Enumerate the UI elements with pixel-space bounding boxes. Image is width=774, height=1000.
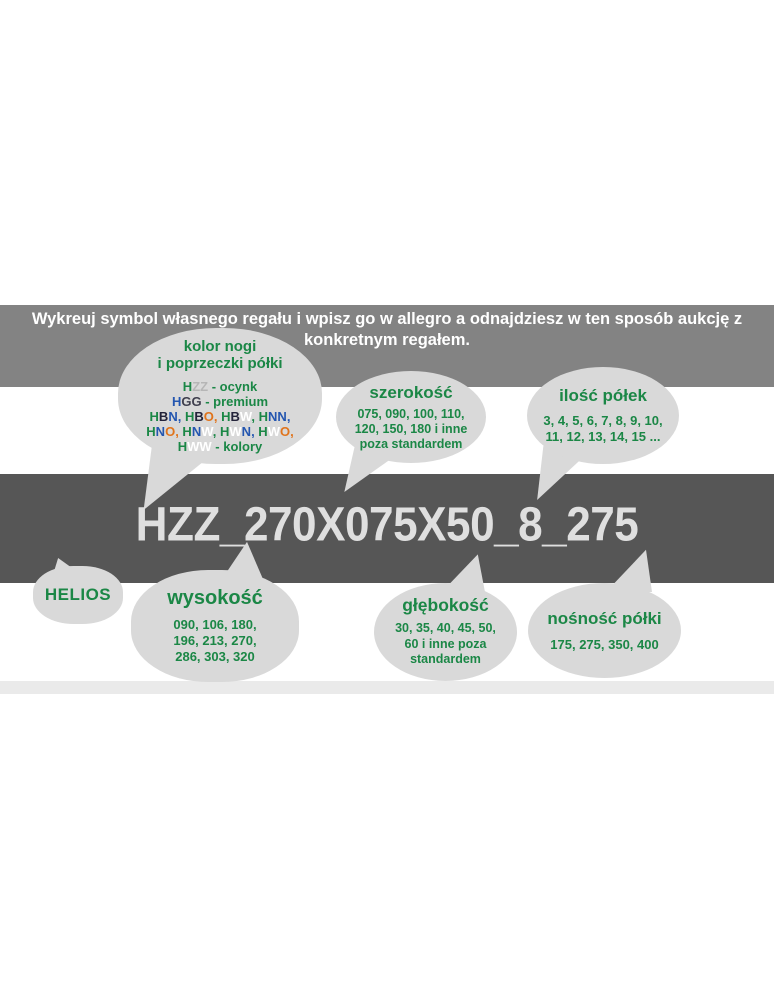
code-letter-segment: N: [168, 409, 178, 424]
code-letter-segment: B: [158, 409, 169, 424]
color-code-line: [172, 394, 268, 409]
code-letter-segment: ZZ: [192, 379, 209, 394]
ilosc-values-line: 3, 4, 5, 6, 7, 8, 9, 10,: [543, 413, 663, 428]
code-letter-segment: NN: [268, 409, 287, 424]
glebokosc-values-line: standardem: [410, 652, 481, 667]
code-letter-segment: H: [171, 394, 182, 409]
helios-brand-label: HELIOS: [44, 585, 112, 604]
code-letter-segment: H: [258, 424, 268, 439]
bubble-ilosc-polek: [527, 367, 679, 464]
code-letter-segment: W: [239, 409, 252, 424]
bubble-helios-brand: [33, 566, 123, 624]
code-letter-segment: - ocynk: [208, 379, 258, 394]
szerokosc-values-line: poza standardem: [359, 436, 463, 451]
bubble-glebokosc-title: głębokość: [402, 595, 489, 616]
color-code-line: [183, 379, 257, 394]
code-letter-segment: ,: [251, 409, 259, 424]
bubble-kolor-title-line1: kolor nogi: [183, 338, 257, 355]
code-letter-segment: ,: [251, 424, 259, 439]
code-letter-segment: H: [184, 409, 195, 424]
bubble-glebokosc: [374, 583, 517, 681]
code-letter-segment: B: [230, 409, 240, 424]
code-letter-segment: H: [149, 409, 159, 424]
glebokosc-values-line: 60 i inne poza: [404, 636, 487, 651]
code-letter-segment: ,: [286, 409, 291, 424]
nosnosc-values-line: 175, 275, 350, 400: [550, 637, 659, 652]
code-letter-segment: N: [155, 424, 166, 439]
code-letter-segment: H: [258, 409, 269, 424]
bubble-kolor-title-line2: i poprzeczki półki: [157, 355, 283, 372]
code-letter-segment: N: [191, 424, 202, 439]
bubble-szerokosc-title: szerokość: [369, 382, 453, 402]
code-letter-segment: H: [146, 424, 156, 439]
wysokosc-values-line: 196, 213, 270,: [173, 633, 257, 648]
code-letter-segment: ,: [212, 424, 220, 439]
szerokosc-values-line: 075, 090, 100, 110,: [357, 406, 465, 421]
wysokosc-values-line: 090, 106, 180,: [173, 617, 257, 632]
product-code-text: HZZ_270X075X50_8_275: [135, 496, 639, 552]
headline-text: Wykreuj symbol własnego regału i wpisz go w allegro a odnajdziesz w ten sposób aukcję z konkretnym regałem.: [31, 310, 743, 349]
code-letter-segment: GG: [181, 394, 202, 409]
code-letter-segment: - kolory: [211, 439, 263, 454]
code-letter-segment: W: [201, 424, 213, 439]
bubble-nosnosc-polki: [528, 583, 681, 678]
code-letter-segment: W: [229, 424, 242, 439]
code-letter-segment: O: [279, 424, 291, 439]
color-code-line: [146, 424, 293, 439]
code-letter-segment: H: [182, 424, 192, 439]
bottom-light-band: [0, 681, 774, 694]
code-letter-segment: ,: [175, 424, 183, 439]
code-letter-segment: ,: [177, 409, 185, 424]
code-letter-segment: W: [267, 424, 280, 439]
glebokosc-values-line: 30, 35, 40, 45, 50,: [395, 621, 496, 636]
code-letter-segment: B: [194, 409, 204, 424]
bubble-wysokosc-title: wysokość: [167, 587, 263, 609]
code-letter-segment: H: [221, 409, 231, 424]
code-letter-segment: - premium: [201, 394, 269, 409]
bubble-nosnosc-title: nośność półki: [547, 609, 662, 628]
code-letter-segment: H: [177, 439, 188, 454]
code-letter-segment: O: [165, 424, 176, 439]
code-letter-segment: ,: [290, 424, 294, 439]
color-code-line: [178, 439, 263, 454]
code-letter-segment: H: [182, 379, 193, 394]
code-letter-segment: O: [203, 409, 214, 424]
ilosc-values-line: 11, 12, 13, 14, 15 ...: [545, 429, 661, 444]
color-code-line: [150, 409, 291, 424]
bubble-szerokosc: [336, 371, 486, 463]
code-letter-segment: ,: [213, 409, 222, 424]
bubble-ilosc-title: ilość półek: [559, 386, 647, 405]
bubble-wysokosc: [131, 570, 299, 682]
wysokosc-values-line: 286, 303, 320: [175, 649, 255, 664]
code-letter-segment: N: [241, 424, 252, 439]
szerokosc-values-line: 120, 150, 180 i inne: [354, 421, 468, 436]
code-letter-segment: H: [220, 424, 230, 439]
code-letter-segment: WW: [187, 439, 212, 454]
